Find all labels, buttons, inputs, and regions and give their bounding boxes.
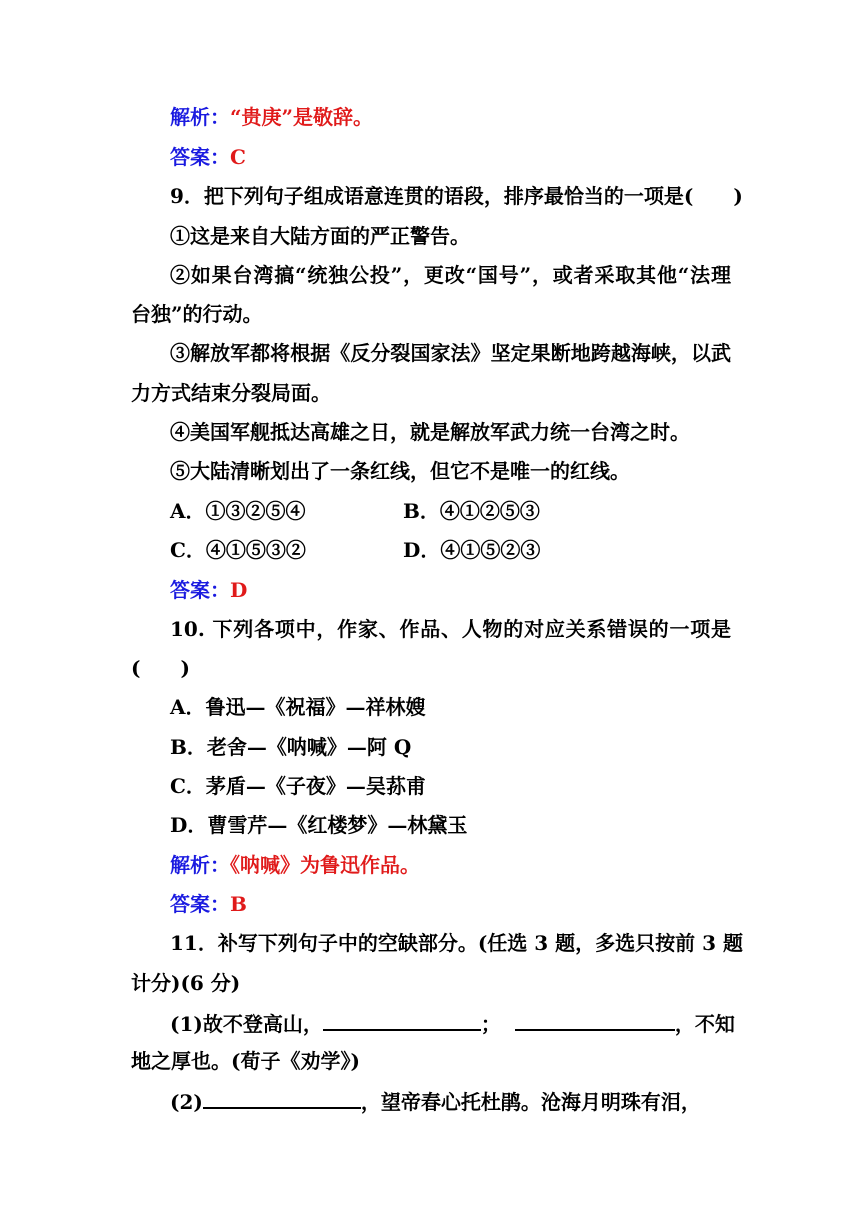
q11-part-2-line-1: [170, 1087, 731, 1115]
analysis-label: 解析：: [170, 105, 230, 129]
answer-value: C: [230, 145, 246, 169]
answer-label: 答案：: [170, 892, 230, 916]
q11-part-2-text-b: ，望帝春心托杜鹃。沧海月明珠有泪，: [360, 1090, 701, 1114]
q9-sentence-2-line-1: ②如果台湾搞“统独公投”，更改“国号”，或者采取其他“法理: [170, 263, 731, 287]
q10-answer: [170, 891, 731, 917]
q9-option-b: B．④①②⑤③: [403, 499, 540, 523]
fill-blank: [323, 1009, 481, 1031]
q11-part-2-text-a: (2): [170, 1090, 203, 1114]
q9-sentence-5: ⑤大陆清晰划出了一条红线，但它不是唯一的红线。: [170, 459, 630, 483]
q10-option-d: D．曹雪芹—《红楼梦》—林黛玉: [170, 813, 468, 837]
answer-label: 答案：: [170, 145, 230, 169]
answer-value: D: [230, 578, 248, 602]
q9-option-d: D．④①⑤②③: [403, 538, 541, 562]
q10-stem-line-1: 10. 下列各项中，作家、作品、人物的对应关系错误的一项是: [170, 617, 731, 641]
q10-option-c: C．茅盾—《子夜》—吴荪甫: [170, 774, 426, 798]
analysis-text: “贵庚”是敬辞。: [230, 105, 374, 129]
q9-sentence-3-line-2: 力方式结束分裂局面。: [131, 381, 331, 405]
q11-stem-line-1: 11．补写下列句子中的空缺部分。(任选 3 题，多选只按前 3 题: [170, 931, 743, 955]
q9-option-c: C．④①⑤③②: [170, 538, 306, 562]
q8-answer: [170, 144, 731, 170]
q11-part-1-text-b: ；: [480, 1012, 501, 1036]
q9-option-a: A．①③②⑤④: [170, 499, 306, 523]
q9-sentence-3-line-1: ③解放军都将根据《反分裂国家法》坚定果断地跨越海峡，以武: [170, 341, 731, 365]
fill-blank: [515, 1009, 675, 1031]
q11-stem-line-2: 计分)(6 分): [131, 971, 241, 995]
answer-label: 答案：: [170, 578, 230, 602]
q11-part-1-line-2: 地之厚也。(荀子《劝学》): [131, 1049, 360, 1073]
q10-option-b: B．老舍—《呐喊》—阿 Q: [170, 735, 412, 759]
q9-stem: 9．把下列句子组成语意连贯的语段，排序最恰当的一项是( ): [170, 184, 743, 208]
q9-sentence-2-line-2: 台独”的行动。: [131, 302, 263, 326]
q9-sentence-1: ①这是来自大陆方面的严正警告。: [170, 224, 470, 248]
q9-answer: [170, 577, 731, 603]
q10-analysis: [170, 852, 731, 878]
q10-stem-line-2: ( ): [131, 656, 190, 680]
fill-blank: [203, 1087, 361, 1109]
q10-option-a: A．鲁迅—《祝福》—祥林嫂: [170, 695, 426, 719]
q9-sentence-4: ④美国军舰抵达高雄之日，就是解放军武力统一台湾之时。: [170, 420, 690, 444]
q8-analysis: [170, 104, 731, 130]
answer-value: B: [230, 892, 247, 916]
analysis-text: 《呐喊》为鲁迅作品。: [230, 853, 420, 877]
q11-part-1-line-1: [170, 1009, 735, 1037]
analysis-label: 解析：: [170, 853, 230, 877]
q11-part-1-text-a: (1)故不登高山，: [170, 1012, 323, 1036]
q11-part-1-text-c: ，不知: [674, 1012, 735, 1036]
